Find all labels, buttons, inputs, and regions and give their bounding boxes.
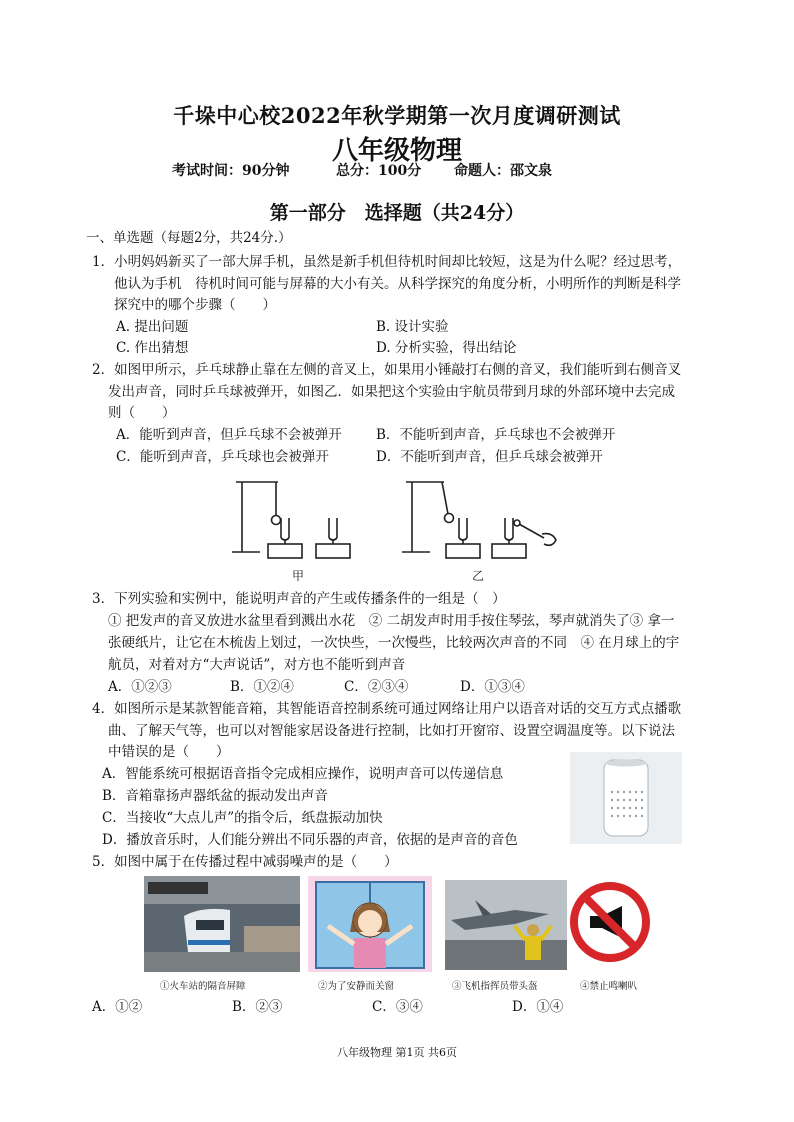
q3-option-b: B．①②④ xyxy=(230,679,294,695)
q1-option-d: D. 分析实验，得出结论 xyxy=(376,340,517,356)
q1-option-a: A. 提出问题 xyxy=(116,319,189,335)
q2-option-d: D．不能听到声音，但乒乓球会被弹开 xyxy=(376,449,603,465)
no-honking-sign-icon xyxy=(568,880,652,964)
tuning-fork-figure xyxy=(226,468,566,586)
q3-line-1: 3．下列实验和实例中，能说明声音的产生或传播条件的一组是（ ） xyxy=(92,591,506,607)
figure-label-yi: 乙 xyxy=(472,569,485,583)
total-score: 总分：100分 xyxy=(336,163,422,179)
window-girl-image xyxy=(308,876,432,972)
q5-option-a: A．①② xyxy=(92,999,143,1015)
q4-line-3: 中错误的是（ ） xyxy=(108,744,230,760)
q4-line-1: 4．如图所示是某款智能音箱，其智能语音控制系统可通过网络让用户以语音对话的交互方式点播歌 xyxy=(92,701,682,717)
subject-title: 八年级物理 xyxy=(331,136,462,166)
q1-option-b: B. 设计实验 xyxy=(376,319,449,335)
aircraft-director-image xyxy=(445,880,567,970)
exam-time: 考试时间：90分钟 xyxy=(172,163,290,179)
q5-option-b: B．②③ xyxy=(232,999,283,1015)
q2-option-c: C．能听到声音，乒乓球也会被弹开 xyxy=(116,449,329,465)
school-title: 千垛中心校2022年秋学期第一次月度调研测试 xyxy=(173,103,621,128)
exam-author: 命题人：邵文泉 xyxy=(454,163,552,179)
caption-window: ②为了安静而关窗 xyxy=(318,981,395,992)
caption-train: ①火车站的隔音屏障 xyxy=(160,981,246,992)
q1-line-1: 1．小明妈妈新买了一部大屏手机，虽然是新手机但待机时间却比较短，这是为什么呢？经过思考， xyxy=(92,254,682,270)
q3-option-a: A．①②③ xyxy=(108,679,172,695)
q4-option-d: D．播放音乐时，人们能分辨出不同乐器的声音，依据的是声音的音色 xyxy=(102,832,518,848)
q4-option-b: B．音箱靠扬声器纸盆的振动发出声音 xyxy=(102,788,328,804)
section-intro: 一、单选题（每题2分，共24分.） xyxy=(86,230,292,246)
q1-option-c: C. 作出猜想 xyxy=(116,340,189,356)
q2-option-b: B．不能听到声音，乒乓球也不会被弹开 xyxy=(376,427,616,443)
q3-line-2: ① 把发声的音叉放进水盆里看到溅出水花 ② 二胡发声时用手按住琴弦，琴声就消失了③ 拿一 xyxy=(108,613,675,629)
figure-label-jia: 甲 xyxy=(292,569,305,583)
smart-speaker-image xyxy=(570,752,682,844)
q3-option-d: D．①③④ xyxy=(460,679,525,695)
q3-line-3: 张硬纸片，让它在木梳齿上划过，一次快些，一次慢些，比较两次声音的不同 ④ 在月球上的宇 xyxy=(108,635,680,651)
q2-line-1: 2．如图甲所示，乒乓球静止靠在左侧的音叉上，如果用小锤敲打右侧的音叉，我们能听到右侧音叉 xyxy=(92,362,682,378)
q3-line-4: 航员，对着对方“大声说话”，对方也不能听到声音 xyxy=(108,657,406,673)
q2-option-a: A．能听到声音，但乒乓球不会被弹开 xyxy=(116,427,342,443)
q4-option-a: A．智能系统可根据语音指令完成相应操作，说明声音可以传递信息 xyxy=(102,766,504,782)
caption-honk: ④禁止鸣喇叭 xyxy=(580,981,638,992)
q2-line-2: 发出声音，同时乒乓球被弹开，如图乙．如果把这个实验由宇航员带到月球的外部环境中去完成 xyxy=(108,384,675,400)
q5-option-c: C．③④ xyxy=(372,999,423,1015)
q4-option-c: C．当接收“大点儿声”的指令后，纸盘振动加快 xyxy=(102,810,383,826)
q5-option-d: D．①④ xyxy=(512,999,564,1015)
caption-director: ③飞机指挥员带头盔 xyxy=(452,981,538,992)
train-station-image xyxy=(144,876,300,972)
section-title: 第一部分 选择题（共24分） xyxy=(269,202,525,224)
page-footer: 八年级物理 第1页 共6页 xyxy=(337,1046,457,1059)
q3-option-c: C．②③④ xyxy=(344,679,409,695)
q5-line-1: 5．如图中属于在传播过程中减弱噪声的是（ ） xyxy=(92,854,398,870)
q2-line-3: 则（ ） xyxy=(108,405,176,421)
q4-line-2: 曲、了解天气等，也可以对智能家居设备进行控制，比如打开窗帘、设置空调温度等。以下说法 xyxy=(108,723,675,739)
q1-line-3: 探究中的哪个步骤（ ） xyxy=(114,297,276,313)
q1-line-2: 他认为手机 待机时间可能与屏幕的大小有关。从科学探究的角度分析，小明所作的判断是科学 xyxy=(114,276,681,292)
